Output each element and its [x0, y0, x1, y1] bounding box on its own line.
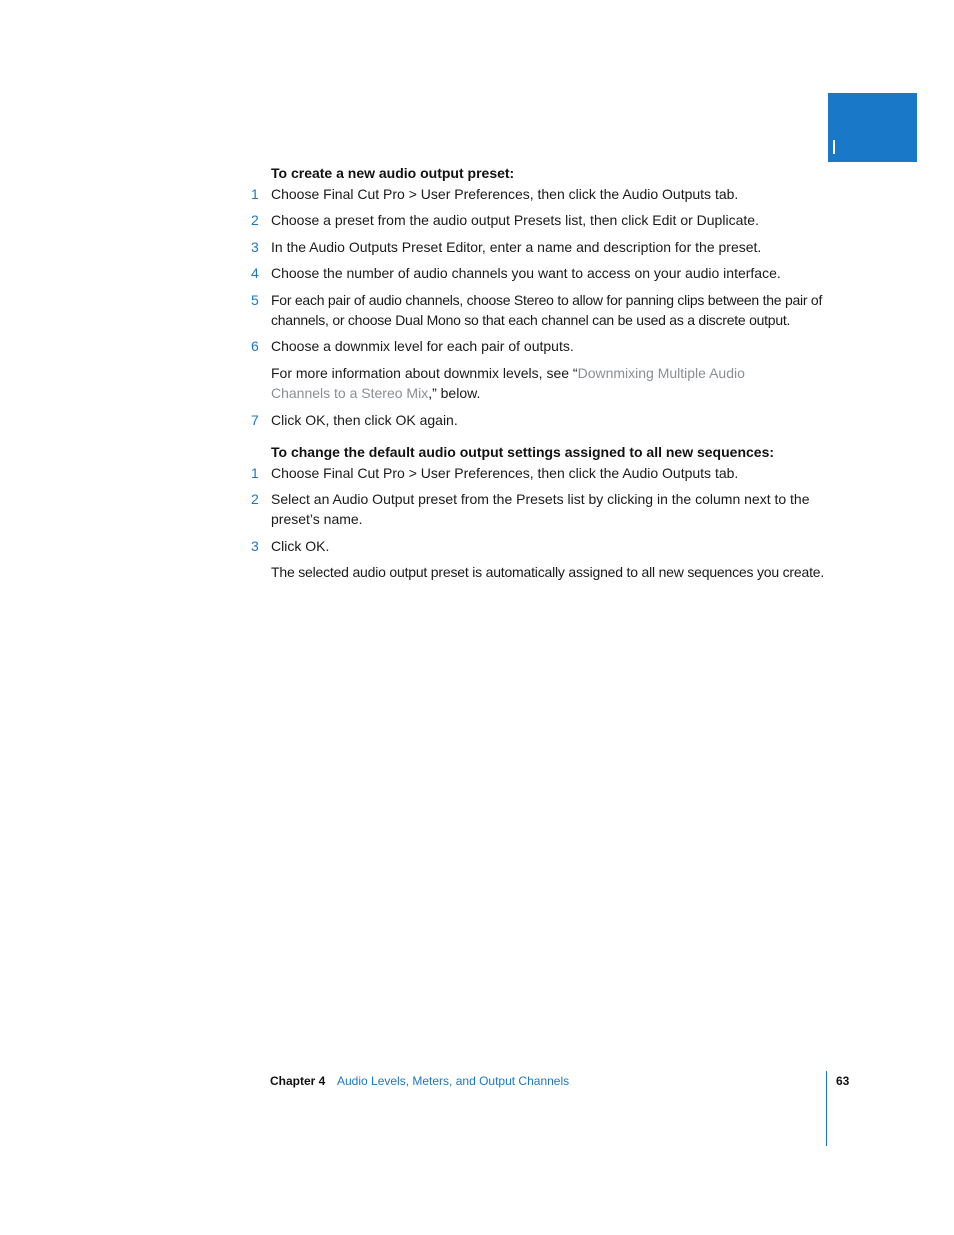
step-number: 3 [251, 239, 259, 255]
cross-reference-note [271, 363, 791, 403]
result-paragraph: The selected audio output preset is automatically assigned to all new sequences you create. [271, 564, 825, 580]
step-number: 5 [251, 292, 259, 308]
section-heading-change-defaults: To change the default audio output settings assigned to all new sequences: [271, 444, 775, 460]
note-text-after: ,” below. [428, 385, 481, 401]
step-text: For each pair of audio channels, choose Stereo to allow for panning clips between the pair of channels, or choose Dual Mono so that each channel can be used as a discrete output. [271, 292, 823, 328]
step-number: 3 [251, 538, 259, 554]
step-text: Click OK. [271, 538, 330, 554]
step-text: Choose Final Cut Pro > User Preferences, then click the Audio Outputs tab. [271, 186, 739, 202]
note-text-before: For more information about downmix levels, see “ [271, 365, 578, 381]
step-number: 7 [251, 412, 259, 428]
step-text: Choose a downmix level for each pair of outputs. [271, 338, 574, 354]
step-text: Select an Audio Output preset from the Presets list by clicking in the column next to the preset’s name. [271, 491, 810, 527]
footer-divider [826, 1071, 827, 1146]
step-number: 2 [251, 491, 259, 507]
chapter-tab-marker [833, 140, 835, 154]
step-text: In the Audio Outputs Preset Editor, enter a name and description for the preset. [271, 239, 762, 255]
step-number: 1 [251, 186, 259, 202]
footer-chapter-title[interactable]: Audio Levels, Meters, and Output Channels [337, 1074, 570, 1088]
step-number: 4 [251, 265, 259, 281]
step-text: Choose the number of audio channels you want to access on your audio interface. [271, 265, 781, 281]
step-text: Choose Final Cut Pro > User Preferences, then click the Audio Outputs tab. [271, 465, 739, 481]
step-text: Choose a preset from the audio output Presets list, then click Edit or Duplicate. [271, 212, 759, 228]
cross-reference-link[interactable]: Downmixing Multiple Audio Channels to a Stereo Mix [271, 365, 745, 401]
step-number: 6 [251, 338, 259, 354]
step-text: Click OK, then click OK again. [271, 412, 458, 428]
page-number: 63 [836, 1074, 850, 1088]
step-number: 2 [251, 212, 259, 228]
section-heading-create-preset: To create a new audio output preset: [271, 165, 515, 181]
step-number: 1 [251, 465, 259, 481]
footer-chapter-label: Chapter 4 [270, 1074, 326, 1088]
chapter-tab [828, 93, 917, 162]
